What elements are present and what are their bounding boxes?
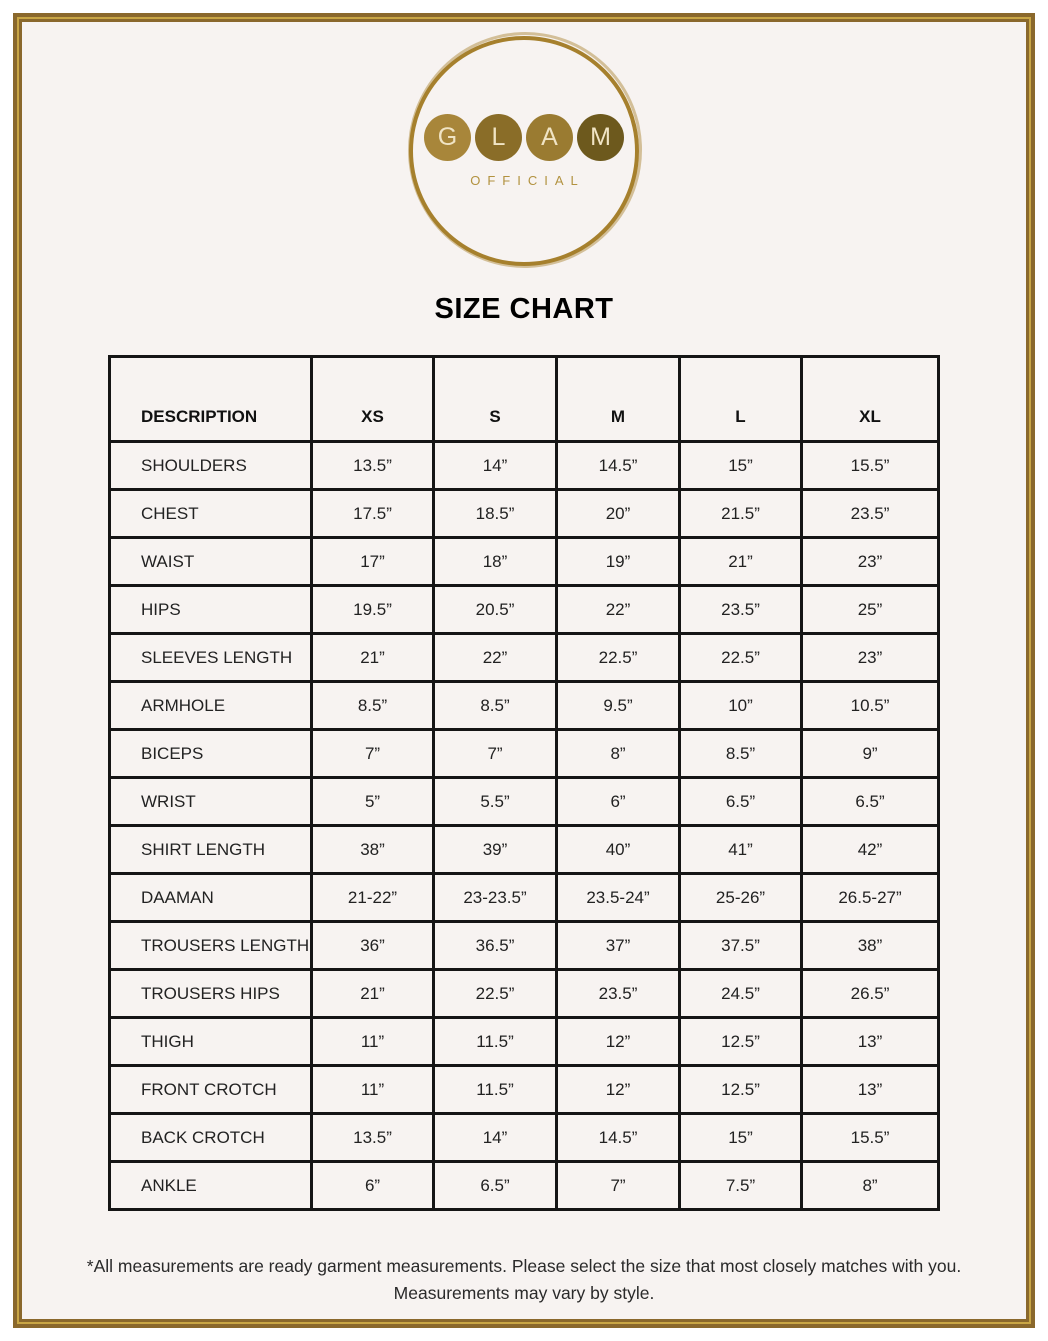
size-value: 6.5” (803, 779, 937, 824)
size-value: 13.5” (313, 443, 432, 488)
size-value: 42” (803, 827, 937, 872)
size-value: 26.5-27” (803, 875, 937, 920)
size-value: 7” (313, 731, 432, 776)
size-value: 36” (313, 923, 432, 968)
size-value: 14” (435, 443, 555, 488)
row-label: ANKLE (111, 1163, 310, 1208)
size-value: 11.5” (435, 1019, 555, 1064)
size-value: 26.5” (803, 971, 937, 1016)
size-value: 22” (558, 587, 678, 632)
size-value: 22.5” (681, 635, 800, 680)
column-header-s: S (435, 358, 555, 440)
size-value: 23.5” (558, 971, 678, 1016)
size-value: 23-23.5” (435, 875, 555, 920)
size-value: 7.5” (681, 1163, 800, 1208)
size-value: 23” (803, 635, 937, 680)
page-title: SIZE CHART (434, 293, 614, 325)
size-value: 15.5” (803, 1115, 937, 1160)
size-value: 21-22” (313, 875, 432, 920)
row-label: THIGH (111, 1019, 310, 1064)
row-label: WRIST (111, 779, 310, 824)
size-value: 40” (558, 827, 678, 872)
row-label: CHEST (111, 491, 310, 536)
size-value: 8.5” (681, 731, 800, 776)
size-value: 21” (313, 971, 432, 1016)
size-value: 23.5” (803, 491, 937, 536)
size-value: 13” (803, 1067, 937, 1112)
size-value: 22.5” (435, 971, 555, 1016)
footnote-line-2: Measurements may vary by style. (393, 1283, 655, 1304)
row-label: FRONT CROTCH (111, 1067, 310, 1112)
size-value: 25-26” (681, 875, 800, 920)
size-value: 21” (681, 539, 800, 584)
size-value: 6” (558, 779, 678, 824)
row-label: ARMHOLE (111, 683, 310, 728)
brand-logo (22, 36, 1026, 266)
logo-letter-circle-a: A (526, 114, 573, 161)
content-area (19, 19, 1029, 1322)
size-value: 13.5” (313, 1115, 432, 1160)
gold-frame (13, 13, 1035, 1328)
size-value: 11.5” (435, 1067, 555, 1112)
size-value: 20.5” (435, 587, 555, 632)
size-value: 5.5” (435, 779, 555, 824)
size-value: 9.5” (558, 683, 678, 728)
row-label: BICEPS (111, 731, 310, 776)
size-value: 38” (313, 827, 432, 872)
size-value: 11” (313, 1067, 432, 1112)
row-label: SHOULDERS (111, 443, 310, 488)
size-value: 11” (313, 1019, 432, 1064)
size-value: 37.5” (681, 923, 800, 968)
footnote-line-1: *All measurements are ready garment measurements. Please select the size that most closely matches with you. (86, 1256, 962, 1276)
column-header-l: L (681, 358, 800, 440)
size-value: 21.5” (681, 491, 800, 536)
row-label: TROUSERS HIPS (111, 971, 310, 1016)
row-label: SHIRT LENGTH (111, 827, 310, 872)
logo-ring-icon (409, 36, 639, 266)
column-header-xs: XS (313, 358, 432, 440)
column-header-m: M (558, 358, 678, 440)
size-value: 6.5” (435, 1163, 555, 1208)
gold-frame-inner-line (17, 17, 1031, 1324)
size-value: 10.5” (803, 683, 937, 728)
logo-subtitle: OFFICIAL (470, 173, 585, 188)
size-value: 15.5” (803, 443, 937, 488)
size-value: 22” (435, 635, 555, 680)
logo-letter-circle-l: L (475, 114, 522, 161)
size-value: 7” (435, 731, 555, 776)
size-table (108, 355, 940, 1211)
size-value: 24.5” (681, 971, 800, 1016)
size-value: 14.5” (558, 1115, 678, 1160)
row-label: WAIST (111, 539, 310, 584)
size-value: 14” (435, 1115, 555, 1160)
size-value: 21” (313, 635, 432, 680)
size-value: 7” (558, 1163, 678, 1208)
size-value: 6” (313, 1163, 432, 1208)
size-value: 23.5” (681, 587, 800, 632)
size-value: 9” (803, 731, 937, 776)
size-value: 8.5” (435, 683, 555, 728)
footnote (42, 1253, 1006, 1307)
size-value: 23” (803, 539, 937, 584)
row-label: HIPS (111, 587, 310, 632)
logo-letters (424, 114, 624, 161)
size-value: 8” (558, 731, 678, 776)
size-value: 15” (681, 443, 800, 488)
size-value: 12.5” (681, 1019, 800, 1064)
column-header-description: DESCRIPTION (111, 358, 310, 440)
row-label: SLEEVES LENGTH (111, 635, 310, 680)
row-label: DAAMAN (111, 875, 310, 920)
size-value: 12” (558, 1067, 678, 1112)
size-value: 12” (558, 1019, 678, 1064)
logo-letter-circle-g: G (424, 114, 471, 161)
size-value: 38” (803, 923, 937, 968)
logo-letter-circle-m: M (577, 114, 624, 161)
size-value: 19.5” (313, 587, 432, 632)
column-header-xl: XL (803, 358, 937, 440)
row-label: TROUSERS LENGTH (111, 923, 310, 968)
size-value: 18” (435, 539, 555, 584)
size-value: 41” (681, 827, 800, 872)
size-value: 6.5” (681, 779, 800, 824)
size-value: 17” (313, 539, 432, 584)
size-value: 8.5” (313, 683, 432, 728)
size-value: 12.5” (681, 1067, 800, 1112)
size-value: 20” (558, 491, 678, 536)
size-value: 19” (558, 539, 678, 584)
size-value: 23.5-24” (558, 875, 678, 920)
size-value: 13” (803, 1019, 937, 1064)
size-value: 17.5” (313, 491, 432, 536)
size-value: 22.5” (558, 635, 678, 680)
size-value: 10” (681, 683, 800, 728)
row-label: BACK CROTCH (111, 1115, 310, 1160)
size-value: 15” (681, 1115, 800, 1160)
size-value: 18.5” (435, 491, 555, 536)
size-value: 14.5” (558, 443, 678, 488)
size-value: 37” (558, 923, 678, 968)
size-value: 39” (435, 827, 555, 872)
size-value: 8” (803, 1163, 937, 1208)
size-value: 25” (803, 587, 937, 632)
size-value: 5” (313, 779, 432, 824)
size-value: 36.5” (435, 923, 555, 968)
